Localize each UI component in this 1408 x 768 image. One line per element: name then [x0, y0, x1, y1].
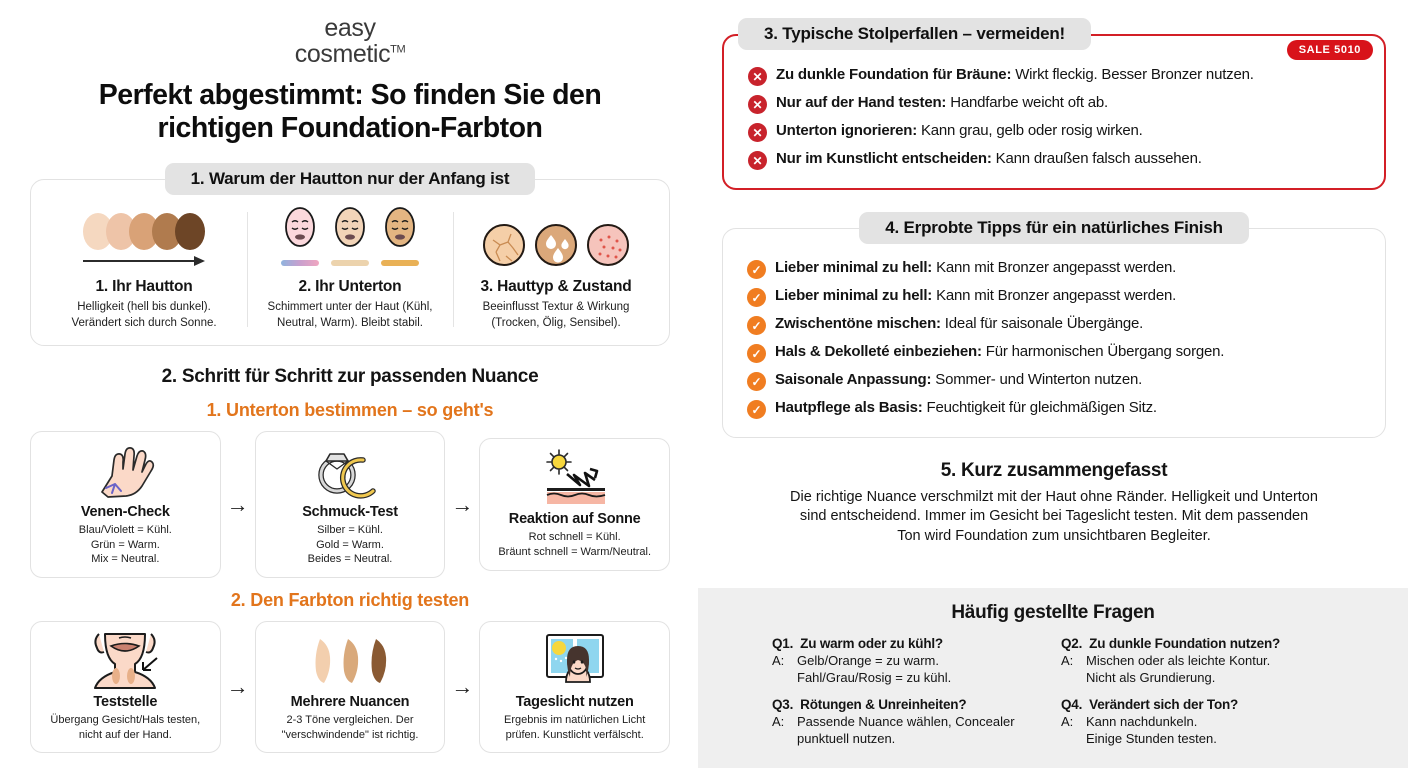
flow-card-desc: Blau/Violett = Kühl. Grün = Warm. Mix = Neutral.	[78, 524, 172, 566]
list-item-text: Saisonale Anpassung: Sommer- und Winterton nutzen.	[775, 371, 1143, 388]
section-1-item-hautton	[41, 208, 247, 331]
window-daylight-icon	[486, 630, 663, 692]
list-item-text: Nur im Kunstlicht entscheiden: Kann draußen falsch aussehen.	[776, 150, 1202, 167]
cross-circle-icon: ✕	[748, 67, 767, 86]
faq-question-text: Rötungen & Unreinheiten?	[800, 696, 967, 712]
faq-question	[772, 636, 1045, 651]
faq-answer	[1061, 714, 1334, 748]
skin-tone-scale-icon	[51, 208, 237, 266]
check-circle-icon: ✓	[747, 400, 766, 419]
faq-answer	[772, 653, 1045, 687]
flow-card-title: Venen-Check	[80, 504, 170, 521]
status-badge[interactable]: SALE 5010	[1287, 40, 1373, 60]
brand-logo	[30, 0, 670, 67]
flow-card-reaktion-sonne	[479, 438, 670, 570]
faq-answer-text: Mischen oder als leichte Kontur. Nicht als Grundierung.	[1086, 653, 1271, 685]
dry-skin-icon	[483, 224, 525, 266]
faq-item	[772, 636, 1045, 687]
faq-question-label: Q1.	[772, 636, 794, 651]
list-item	[737, 339, 1371, 367]
faq-answer-text: Kann nachdunkeln. Einige Stunden testen.	[1086, 713, 1217, 746]
cross-circle-icon: ✕	[748, 151, 767, 170]
sensitive-skin-icon	[587, 224, 629, 266]
faq-answer-label: A:	[1061, 713, 1074, 729]
check-circle-icon: ✓	[747, 288, 766, 307]
flow-arrow-icon: →	[226, 674, 249, 700]
page-title-line-2: richtigen Foundation-Farbton	[157, 112, 543, 145]
flow-card-title: Mehrere Nuancen	[290, 694, 410, 710]
list-item-text: Hals & Dekolleté einbeziehen: Für harmonischen Übergang sorgen.	[775, 343, 1225, 360]
faq-question-label: Q4.	[1061, 696, 1083, 712]
section-3-heading: 3. Typische Stolperfallen – vermeiden!	[738, 18, 1091, 50]
flow-card-desc: Ergebnis im natürlichen Licht prüfen. Kunstlicht verfälscht.	[504, 714, 646, 741]
flow-card-title: Tageslicht nutzen	[515, 694, 634, 710]
section-1-item-title: 2. Ihr Unterton	[298, 278, 402, 296]
faq-answer-label: A:	[772, 653, 785, 668]
list-item	[737, 395, 1371, 423]
section-2-row-2	[30, 621, 670, 753]
section-1-item-desc: Helligkeit (hell bis dunkel). Verändert sich durch Sonne.	[71, 301, 217, 329]
list-item-text: Zu dunkle Foundation für Bräune: Wirkt fleckig. Besser Bronzer nutzen.	[776, 66, 1254, 83]
flow-card-desc: 2-3 Töne vergleichen. Der "verschwindende" ist richtig.	[281, 714, 419, 741]
section-3-heading-wrap	[722, 18, 1386, 50]
check-circle-icon: ✓	[747, 316, 766, 335]
section-1-columns	[41, 208, 659, 331]
flow-arrow-icon: →	[451, 491, 474, 517]
left-column	[0, 0, 700, 768]
faq-answer-label: A:	[772, 713, 785, 729]
flow-card-title: Reaktion auf Sonne	[508, 511, 641, 528]
faq-heading: Häufig gestellte Fragen	[951, 602, 1155, 623]
section-2-heading: 2. Schritt für Schritt zur passenden Nuance	[161, 366, 539, 388]
list-item	[737, 311, 1371, 339]
section-2	[30, 366, 670, 753]
faq-question	[1061, 636, 1334, 651]
list-item	[738, 118, 1370, 146]
jewelry-rings-icon	[262, 440, 439, 502]
hand-veins-icon	[37, 440, 214, 502]
faq-answer	[1061, 653, 1334, 687]
page-title-line-1: Perfekt abgestimmt: So finden Sie den	[98, 79, 602, 111]
section-1-item-unterton	[247, 208, 453, 331]
section-5	[700, 460, 1408, 546]
faq-item	[772, 697, 1045, 748]
list-item-text: Unterton ignorieren: Kann grau, gelb oder rosig wirken.	[776, 122, 1143, 139]
section-1-item-hauttyp	[453, 208, 659, 331]
faq-question	[1061, 697, 1334, 712]
oily-skin-icon	[535, 224, 577, 266]
flow-arrow-icon: →	[451, 674, 474, 700]
section-1-item-title: 3. Hauttyp & Zustand	[480, 278, 632, 296]
flow-card-tageslicht	[479, 621, 670, 753]
check-circle-icon: ✓	[747, 344, 766, 363]
section-4-panel	[722, 228, 1386, 438]
list-item	[738, 146, 1370, 174]
foundation-swatches-icon	[262, 630, 439, 692]
faq-question-text: Zu warm oder zu kühl?	[800, 636, 943, 651]
skin-type-circles-icon	[463, 208, 649, 266]
brand-line-2: cosmetic™	[294, 39, 406, 68]
faq-grid	[720, 636, 1386, 748]
flow-card-desc: Rot schnell = Kühl. Bräunt schnell = Warm/Neutral.	[498, 531, 652, 559]
faq-question	[772, 697, 1045, 712]
faq-answer	[772, 714, 1045, 748]
section-4	[700, 212, 1408, 438]
sun-skin-reaction-icon	[486, 447, 663, 509]
undertone-faces-icon	[257, 208, 443, 266]
section-2-sub-1: 1. Unterton bestimmen – so geht's	[206, 400, 494, 421]
section-1-panel	[30, 179, 670, 346]
faq-question-text: Zu dunkle Foundation nutzen?	[1089, 636, 1281, 651]
list-item-text: Zwischentöne mischen: Ideal für saisonale Übergänge.	[775, 315, 1144, 332]
section-4-heading-wrap	[722, 212, 1386, 244]
gradient-arrow-icon	[83, 256, 205, 266]
flow-arrow-icon: →	[226, 491, 249, 517]
faq-answer-text: Gelb/Orange = zu warm. Fahl/Grau/Rosig = zu kühl.	[797, 653, 952, 685]
check-circle-icon: ✓	[747, 372, 766, 391]
list-item-text: Nur auf der Hand testen: Handfarbe weicht oft ab.	[776, 94, 1108, 111]
list-item-text: Lieber minimal zu hell: Kann mit Bronzer angepasst werden.	[775, 287, 1177, 304]
faq-item	[1061, 697, 1334, 748]
section-5-heading: 5. Kurz zusammengefasst	[940, 460, 1168, 481]
section-2-row-1	[30, 431, 670, 578]
list-item	[738, 62, 1370, 90]
flow-card-title: Schmuck-Test	[302, 504, 398, 521]
cross-circle-icon: ✕	[748, 123, 767, 142]
trademark-mark: TM	[390, 43, 406, 56]
list-item	[738, 90, 1370, 118]
cross-circle-icon: ✕	[748, 95, 767, 114]
section-1-heading: 1. Warum der Hautton nur der Anfang ist	[165, 163, 536, 195]
section-2-sub-2: 2. Den Farbton richtig testen	[230, 590, 470, 610]
faq-item	[1061, 636, 1334, 687]
flow-card-teststelle	[30, 621, 221, 753]
section-1	[30, 163, 670, 346]
flow-card-title: Teststelle	[93, 694, 158, 710]
list-item-text: Lieber minimal zu hell: Kann mit Bronzer angepasst werden.	[775, 259, 1177, 276]
section-5-text: Die richtige Nuance verschmilzt mit der Haut ohne Ränder. Helligkeit und Unterton sind entscheidend. Immer im Gesicht bei Tageslicht testen. Mit dem passenden Ton wird Foundation zum unsichtbaren Begleiter.	[790, 489, 1318, 544]
section-1-heading-wrap	[30, 163, 670, 195]
faq-answer-label: A:	[1061, 653, 1074, 668]
list-item	[737, 283, 1371, 311]
page-title	[30, 79, 670, 145]
flow-card-mehrere-nuancen	[255, 621, 446, 753]
section-3	[700, 18, 1408, 190]
flow-card-desc: Übergang Gesicht/Hals testen, nicht auf der Hand.	[50, 714, 201, 741]
faq-answer-text: Passende Nuance wählen, Concealer punktuell nutzen.	[797, 713, 1015, 746]
faq-question-text: Verändert sich der Ton?	[1089, 696, 1239, 712]
list-item	[737, 367, 1371, 395]
list-item	[737, 255, 1371, 283]
section-3-panel	[722, 34, 1386, 190]
section-1-item-desc: Schimmert unter der Haut (Kühl, Neutral, Warm). Bleibt stabil.	[267, 301, 433, 329]
list-item-text: Hautpflege als Basis: Feuchtigkeit für gleichmäßigen Sitz.	[775, 399, 1157, 416]
section-1-item-title: 1. Ihr Hautton	[95, 278, 193, 296]
faq-question-label: Q2.	[1061, 636, 1083, 651]
section-4-heading: 4. Erprobte Tipps für ein natürliches Finish	[859, 212, 1249, 244]
faq-panel	[698, 588, 1408, 768]
jawline-neck-icon	[37, 630, 214, 692]
flow-card-venen-check	[30, 431, 221, 578]
faq-question-label: Q3.	[772, 696, 794, 712]
flow-card-schmuck-test	[255, 431, 446, 578]
check-circle-icon: ✓	[747, 260, 766, 279]
flow-card-desc: Silber = Kühl. Gold = Warm. Beides = Neutral.	[307, 524, 393, 566]
section-1-item-desc: Beeinflusst Textur & Wirkung (Trocken, Ölig, Sensibel).	[482, 301, 630, 329]
brand-line-1: easy	[324, 14, 376, 42]
